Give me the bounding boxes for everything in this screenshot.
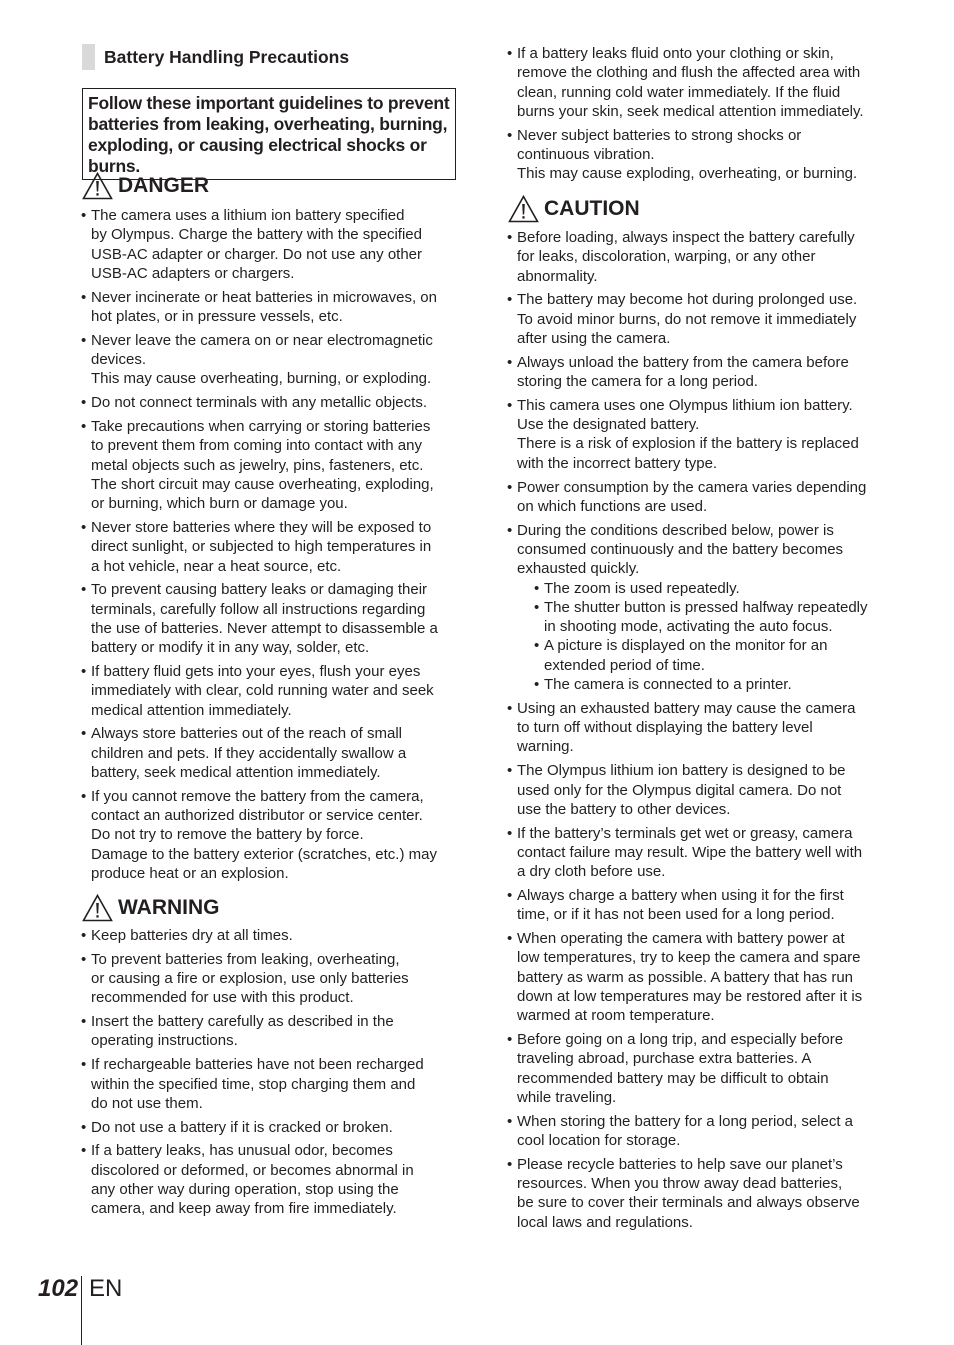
list-item-line: Damage to the battery exterior (scratches, etc.) may — [91, 845, 437, 863]
list-item-line: • Always store batteries out of the reach of small — [91, 725, 402, 743]
intro-line: batteries from leaking, overheating, burning, — [88, 114, 448, 134]
page-language: EN — [89, 1275, 123, 1302]
list-item — [535, 579, 894, 598]
list-item-line: in shooting mode, activating the auto focus. — [544, 618, 833, 636]
list-item — [82, 1141, 467, 1218]
list-item-line: devices. — [91, 351, 147, 369]
list-item-line: • Power consumption by the camera varies depending — [517, 478, 867, 496]
list-item-line: exhausted quickly. — [517, 560, 640, 578]
list-item-line: battery or modify it in any way, solder, etc. — [91, 639, 370, 657]
list-item-line: There is a risk of explosion if the battery is replaced — [517, 435, 859, 453]
list-item-line: • Keep batteries dry at all times. — [91, 927, 293, 944]
list-item — [82, 1118, 467, 1137]
list-item-line: • To prevent batteries from leaking, overheating, — [91, 950, 400, 968]
list-item — [508, 126, 894, 184]
list-item-line: • Never incinerate or heat batteries in microwaves, on — [91, 288, 437, 306]
list-item-line: • The battery may become hot during prolonged use. — [517, 291, 858, 309]
list-item — [82, 662, 467, 720]
list-item-line: recommended battery may be difficult to obtain — [517, 1069, 829, 1087]
list-item-line: • Using an exhausted battery may cause the camera — [517, 699, 856, 717]
list-item — [508, 521, 894, 695]
list-item — [508, 353, 894, 392]
page-number: 102 — [38, 1275, 79, 1302]
warning-list-continued — [508, 44, 894, 188]
list-item-line: with the incorrect battery type. — [517, 454, 718, 472]
list-item — [82, 926, 467, 945]
list-item-line: This may cause exploding, overheating, or burning. — [517, 165, 858, 183]
list-item-line: to turn off without displaying the battery level — [517, 719, 813, 737]
list-item-line: Do not try to remove the battery by force. — [91, 826, 364, 844]
list-item — [508, 1112, 894, 1151]
list-item-line: This may cause overheating, burning, or exploding. — [91, 370, 432, 388]
list-item-line: consumed continuously and the battery becomes — [517, 540, 844, 558]
list-item-line: metal objects such as jewelry, pins, fasteners, etc. — [91, 456, 424, 474]
list-item-line: contact failure may result. Wipe the battery well with — [517, 843, 863, 861]
list-item — [508, 478, 894, 517]
list-item-line: • Take precautions when carrying or storing batteries — [91, 417, 431, 435]
list-item-line: • If a battery leaks, has unusual odor, becomes — [91, 1142, 393, 1160]
list-item-line: medical attention immediately. — [91, 701, 292, 719]
list-item-line: • If battery fluid gets into your eyes, flush your eyes — [91, 663, 421, 681]
list-item-line: use the battery to other devices. — [517, 800, 731, 818]
list-item-line: • Do not use a battery if it is cracked or broken. — [91, 1118, 393, 1136]
list-item-line: within the specified time, stop charging them and — [91, 1075, 416, 1093]
list-item-line: or burning, which burn or damage you. — [91, 495, 348, 513]
list-item-line: • When storing the battery for a long period, select a — [517, 1112, 854, 1130]
list-item — [508, 44, 894, 121]
list-item-line: warmed at room temperature. — [517, 1007, 715, 1025]
list-item — [508, 824, 894, 882]
list-item-line: a dry cloth before use. — [517, 863, 666, 881]
list-item — [508, 1155, 894, 1232]
list-item-line: time, or if it has not been used for a long period. — [517, 906, 835, 924]
list-item-line: while traveling. — [517, 1088, 617, 1106]
list-item-line: • A picture is displayed on the monitor for an — [544, 637, 828, 655]
list-item-line: battery, seek medical attention immediately. — [91, 764, 381, 782]
list-item — [535, 636, 894, 675]
list-item-line: continuous vibration. — [517, 145, 655, 163]
list-item — [82, 580, 467, 657]
list-item-line: clean, running cold water immediately. If the fluid — [517, 83, 841, 101]
list-item — [82, 787, 467, 883]
list-item-line: • During the conditions described below, power is — [517, 521, 834, 539]
list-item-line: remove the clothing and flush the affected area with — [517, 64, 861, 82]
list-item — [82, 1055, 467, 1113]
caution-sub-list — [517, 579, 894, 695]
list-item-line: • If you cannot remove the battery from the camera, — [91, 787, 424, 805]
danger-list — [82, 206, 467, 888]
caution-list — [508, 228, 894, 1237]
list-item-line: Use the designated battery. — [517, 416, 700, 434]
list-item — [508, 396, 894, 473]
list-item-line: USB-AC adapter or charger. Do not use any other — [91, 245, 423, 263]
list-item-line: • Never store batteries where they will be exposed to — [91, 518, 432, 536]
warning-triangle-icon — [82, 172, 113, 200]
list-item-line: • Always charge a battery when using it for the first — [517, 887, 844, 904]
warning-list — [82, 926, 467, 1223]
intro-line: exploding, or causing electrical shocks or burns. — [88, 135, 427, 176]
intro-box — [82, 88, 456, 180]
list-item — [82, 331, 467, 389]
list-item — [535, 675, 894, 694]
list-item-line: • The zoom is used repeatedly. — [544, 579, 740, 597]
list-item-line: local laws and regulations. — [517, 1213, 693, 1231]
list-item-line: recommended for use with this product. — [91, 989, 354, 1007]
list-item-line: • The shutter button is pressed halfway repeatedly — [544, 598, 868, 616]
list-item-line: used only for the Olympus digital camera. Do not — [517, 781, 842, 799]
list-item-line: a hot vehicle, near a heat source, etc. — [91, 557, 342, 575]
list-item — [508, 761, 894, 819]
danger-title: DANGER — [118, 174, 210, 197]
list-item — [82, 206, 467, 283]
list-item-line: To avoid minor burns, do not remove it immediately — [517, 310, 857, 328]
list-item-line: to prevent them from coming into contact with any — [91, 437, 422, 455]
list-item — [82, 288, 467, 327]
list-item-line: low temperatures, try to keep the camera and spare — [517, 949, 861, 967]
list-item — [508, 929, 894, 1025]
section-title: Battery Handling Precautions — [82, 44, 349, 70]
list-item-line: by Olympus. Charge the battery with the specified — [91, 226, 422, 244]
list-item-line: • Always unload the battery from the camera before — [517, 353, 849, 371]
list-item — [82, 1012, 467, 1051]
list-item-line: warning. — [517, 738, 574, 756]
list-item-line: • Please recycle batteries to help save our planet’s — [517, 1155, 843, 1173]
list-item-line: • If the battery’s terminals get wet or greasy, camera — [517, 824, 853, 842]
list-item-line: produce heat or an explosion. — [91, 865, 289, 882]
list-item-line: • To prevent causing battery leaks or damaging their — [91, 581, 428, 599]
list-item-line: hot plates, or in pressure vessels, etc. — [91, 307, 343, 325]
list-item — [508, 886, 894, 925]
list-item — [508, 290, 894, 348]
list-item-line: abnormality. — [517, 267, 598, 285]
danger-heading — [82, 172, 209, 200]
list-item — [508, 228, 894, 286]
list-item-line: resources. When you throw away dead batteries, — [517, 1175, 843, 1193]
list-item-line: traveling abroad, purchase extra batteries. A — [517, 1050, 812, 1068]
list-item-line: • The Olympus lithium ion battery is designed to be — [517, 762, 846, 780]
list-item-line: operating instructions. — [91, 1032, 238, 1050]
list-item-line: • If rechargeable batteries have not been recharged — [91, 1056, 424, 1074]
list-item-line: cool location for storage. — [517, 1132, 681, 1150]
list-item-line: terminals, carefully follow all instructions regarding — [91, 600, 426, 618]
list-item-line: the use of batteries. Never attempt to disassemble a — [91, 619, 438, 637]
list-item — [508, 699, 894, 757]
list-item — [535, 598, 894, 637]
list-item-line: battery as warm as possible. A battery that has run — [517, 968, 854, 986]
list-item-line: storing the camera for a long period. — [517, 373, 758, 391]
list-item-line: • Never leave the camera on or near electromagnetic — [91, 331, 433, 349]
list-item-line: • Insert the battery carefully as described in the — [91, 1013, 394, 1031]
list-item — [508, 1030, 894, 1107]
warning-heading — [82, 894, 220, 922]
list-item-line: • Never subject batteries to strong shocks or — [517, 126, 802, 144]
list-item-line: • Before going on a long trip, and especially before — [517, 1031, 844, 1049]
list-item-line: be sure to cover their terminals and always observe — [517, 1194, 860, 1212]
list-item-line: or causing a fire or explosion, use only batteries — [91, 970, 409, 988]
list-item-line: discolored or deformed, or becomes abnormal in — [91, 1161, 414, 1179]
list-item-line: • The camera is connected to a printer. — [544, 676, 792, 694]
list-item-line: for leaks, discoloration, warping, or any other — [517, 248, 816, 266]
list-item-line: on which functions are used. — [517, 497, 708, 515]
list-item-line: any other way during operation, stop using the — [91, 1181, 399, 1199]
list-item-line: • If a battery leaks fluid onto your clothing or skin, — [517, 45, 834, 62]
caution-heading — [508, 195, 640, 223]
intro-line: Follow these important guidelines to prevent — [88, 93, 450, 113]
list-item — [82, 724, 467, 782]
list-item-line: children and pets. If they accidentally swallow a — [91, 744, 407, 762]
list-item-line: USB-AC adapters or chargers. — [91, 264, 295, 282]
list-item-line: after using the camera. — [517, 329, 671, 347]
list-item-line: do not use them. — [91, 1094, 203, 1112]
list-item — [82, 393, 467, 412]
list-item-line: • Do not connect terminals with any metallic objects. — [91, 394, 427, 412]
list-item-line: The short circuit may cause overheating, exploding, — [91, 475, 434, 493]
list-item-line: • The camera uses a lithium ion battery specified — [91, 207, 405, 224]
warning-triangle-icon — [508, 195, 539, 223]
list-item-line: • Before loading, always inspect the battery carefully — [517, 229, 855, 246]
list-item-line: • When operating the camera with battery power at — [517, 930, 845, 948]
list-item-line: extended period of time. — [544, 656, 705, 674]
page-number-divider — [81, 1276, 82, 1345]
caution-title: CAUTION — [544, 197, 640, 220]
list-item-line: immediately with clear, cold running water and seek — [91, 682, 434, 700]
warning-triangle-icon — [82, 894, 113, 922]
list-item-line: • This camera uses one Olympus lithium ion battery. — [517, 396, 853, 414]
list-item-line: burns your skin, seek medical attention immediately. — [517, 102, 864, 120]
list-item-line: camera, and keep away from fire immediately. — [91, 1200, 397, 1218]
warning-title: WARNING — [118, 896, 220, 919]
list-item-line: contact an authorized distributor or service center. — [91, 807, 423, 825]
list-item — [82, 950, 467, 1008]
list-item-line: direct sunlight, or subjected to high temperatures in — [91, 538, 432, 556]
list-item — [82, 518, 467, 576]
list-item — [82, 417, 467, 513]
list-item-line: down at low temperatures may be restored after it is — [517, 987, 863, 1005]
